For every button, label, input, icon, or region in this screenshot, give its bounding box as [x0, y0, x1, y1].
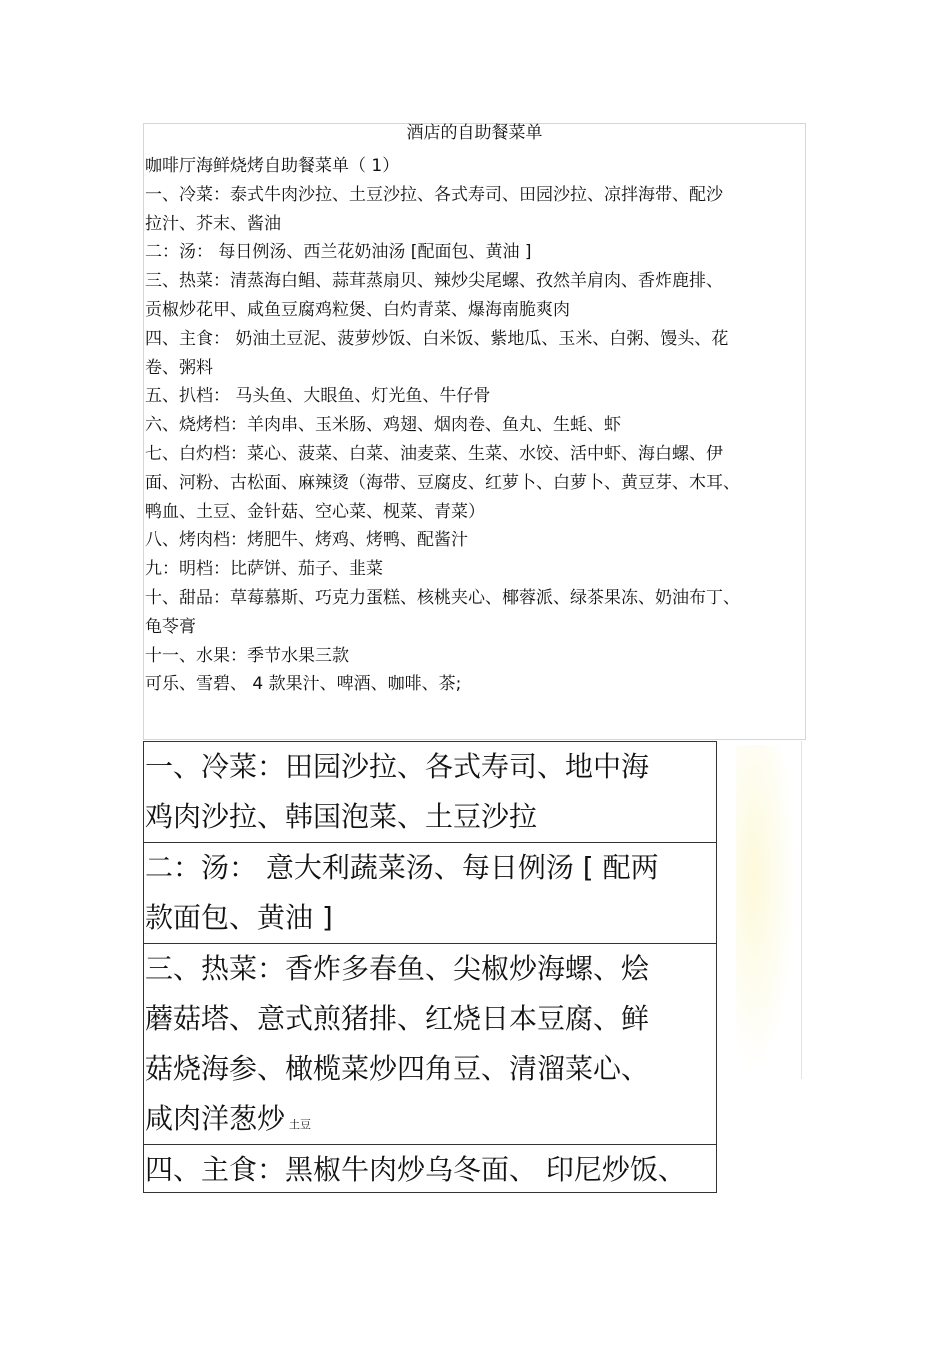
table-row — [144, 843, 716, 944]
menu-line: 拉汁、芥末、酱油 — [145, 213, 281, 234]
menu-line: 鸭血、土豆、金针菇、空心菜、枧菜、青菜） — [145, 501, 485, 522]
paper-stain — [736, 745, 796, 1075]
menu-table — [143, 741, 717, 1193]
menu-line: 贡椒炒花甲、咸鱼豆腐鸡粒煲、白灼青菜、爆海南脆爽肉 — [145, 299, 570, 320]
menu-line: 面、河粉、古松面、麻辣烫（海带、豆腐皮、红萝卜、白萝卜、黄豆芽、木耳、 — [145, 472, 740, 493]
table-row-text: 二：汤： 意大利蔬菜汤、每日例汤 [ 配两 — [145, 851, 659, 884]
menu-line: 十一、水果：季节水果三款 — [145, 645, 349, 666]
table-row-text: 四、主食：黑椒牛肉炒乌冬面、 印尼炒饭、 — [145, 1153, 686, 1186]
table-row-text: 三、热菜：香炸多春鱼、尖椒炒海螺、烩 — [145, 952, 650, 985]
menu-line: 十、甜品：草莓慕斯、巧克力蛋糕、核桃夹心、椰蓉派、绿茶果冻、奶油布丁、 — [145, 587, 740, 608]
menu-line: 卷、粥料 — [145, 357, 213, 378]
menu-line: 六、烧烤档：羊肉串、玉米肠、鸡翅、烟肉卷、鱼丸、生蚝、虾 — [145, 415, 621, 436]
table-row — [144, 1145, 716, 1193]
small-annotation: 土豆 — [289, 1118, 312, 1131]
menu-line: 九：明档：比萨饼、茄子、韭菜 — [145, 559, 383, 580]
menu-line: 七、白灼档：菜心、菠菜、白菜、油麦菜、生菜、水饺、活中虾、海白螺、伊 — [145, 443, 723, 464]
document-title: 酒店的自助餐菜单 — [406, 123, 543, 143]
menu-line: 三、热菜：清蒸海白鲳、蒜茸蒸扇贝、辣炒尖尾螺、孜然羊肩肉、香炸鹿排、 — [145, 271, 723, 292]
menu-line: 五、扒档： 马头鱼、大眼鱼、灯光鱼、牛仔骨 — [145, 386, 491, 407]
table-row — [144, 742, 716, 843]
menu-lines — [145, 152, 785, 699]
table-row-text: 菇烧海参、橄榄菜炒四角豆、清溜菜心、 — [145, 1052, 650, 1085]
page-divider-line — [801, 741, 802, 1079]
table-row-text — [144, 1094, 716, 1144]
menu-line: 咖啡厅海鲜烧烤自助餐菜单（ 1） — [145, 156, 400, 176]
table-row — [144, 944, 716, 1145]
table-row-text-main: 咸肉洋葱炒 — [145, 1102, 286, 1135]
table-row-text: 款面包、黄油 ] — [145, 901, 333, 934]
table-row-text: 一、冷菜：田园沙拉、各式寿司、地中海 — [145, 750, 650, 783]
menu-line: 龟苓膏 — [145, 616, 196, 637]
menu-line: 八、烤肉档：烤肥牛、烤鸡、烤鸭、配酱汁 — [145, 530, 468, 551]
table-row-text: 蘑菇塔、意式煎猪排、红烧日本豆腐、鲜 — [145, 1002, 650, 1035]
menu-line: 可乐、雪碧、 4 款果汁、啤酒、咖啡、茶; — [145, 674, 462, 695]
table-row-text: 鸡肉沙拉、韩国泡菜、土豆沙拉 — [145, 800, 538, 833]
menu-line: 二：汤： 每日例汤、西兰花奶油汤 [配面包、黄油 ] — [145, 242, 532, 263]
menu-line: 四、主食： 奶油土豆泥、菠萝炒饭、白米饭、紫地瓜、玉米、白粥、馒头、花 — [145, 328, 729, 349]
menu-line: 一、冷菜：泰式牛肉沙拉、土豆沙拉、各式寿司、田园沙拉、凉拌海带、配沙 — [145, 184, 723, 205]
